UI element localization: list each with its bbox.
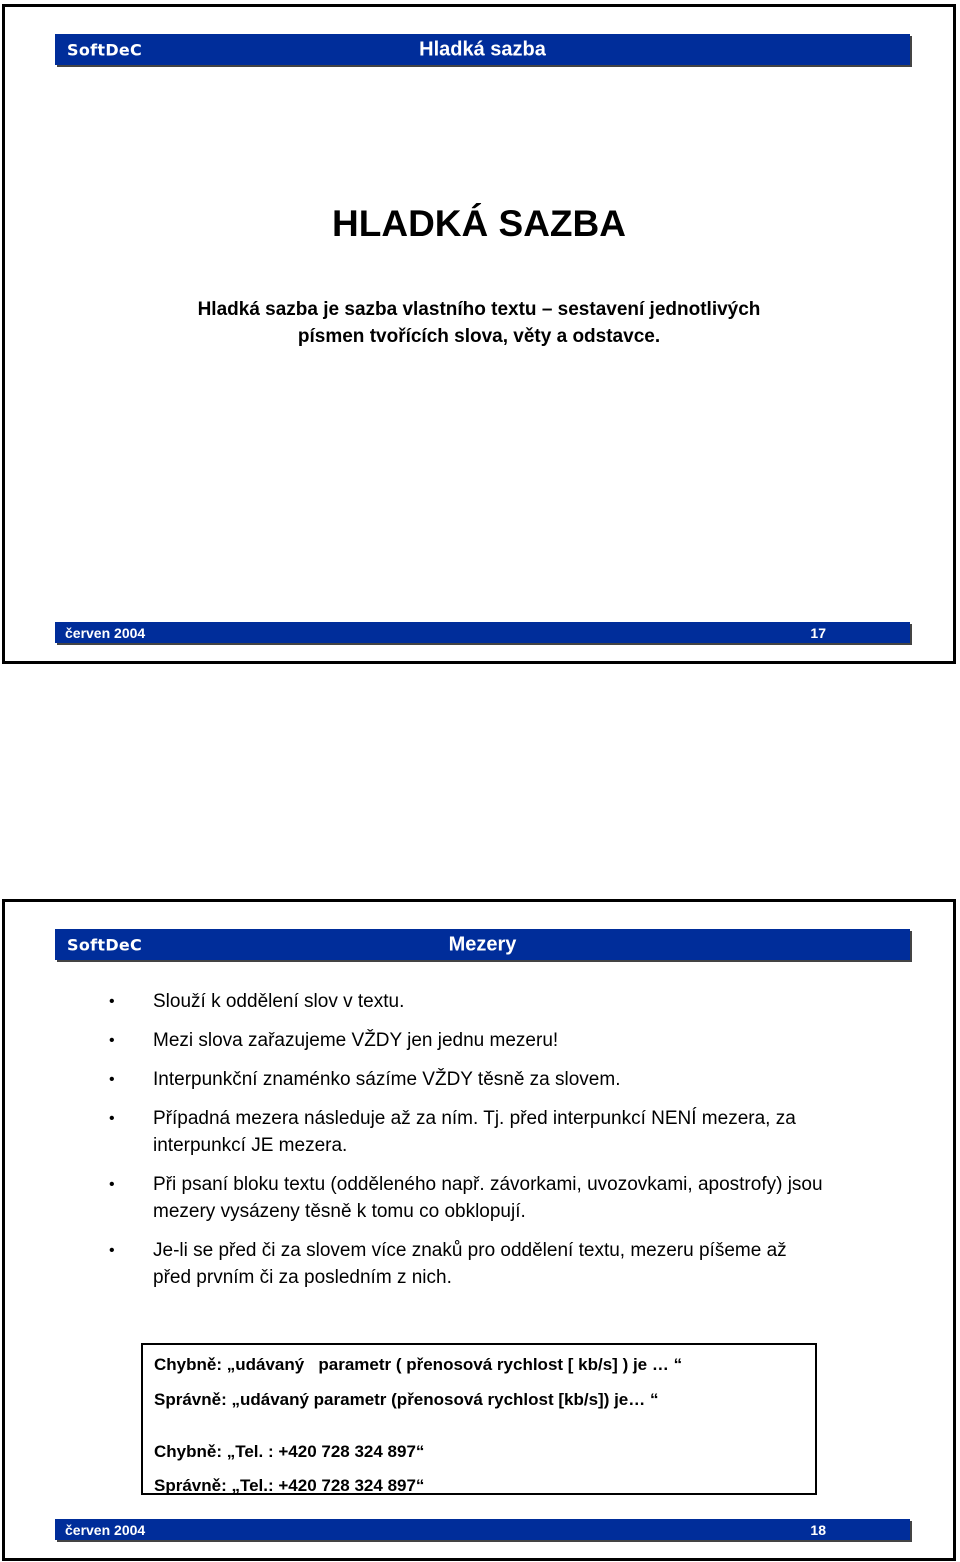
list-item: • Je-li se před či za slovem více znaků pro oddělení textu, mezeru píšeme až před prvním či za posledním z nich. (103, 1237, 823, 1291)
slide-header-title: Mezery (448, 933, 517, 955)
list-item: • Případná mezera následuje až za ním. Tj. před interpunkcí NENÍ mezera, za interpunkcí JE mezera. (103, 1105, 823, 1159)
list-item: • Při psaní bloku textu (odděleného např. závorkami, uvozovkami, apostrofy) jsou mezery vysázeny těsně k tomu co obklopují. (103, 1171, 823, 1225)
softdec-logo: SoftDeC (67, 935, 143, 954)
footer-date: červen 2004 (65, 1521, 146, 1538)
slide-18 (2, 899, 956, 1561)
slide-header-bar (55, 34, 910, 65)
slide-17 (2, 4, 956, 664)
footer-page-number: 17 (810, 624, 826, 641)
slide-title: HLADKÁ SAZBA (332, 203, 626, 244)
bullet-dot-icon: • (109, 1032, 115, 1049)
list-item: • Mezi slova zařazujeme VŽDY jen jednu mezeru! (103, 1027, 823, 1054)
slide-footer-bar (55, 622, 910, 643)
example-wrong-1: Chybně: „udávaný parametr ( přenosová rychlost [ kb/s] ) je … “ (154, 1355, 683, 1374)
examples-box (141, 1343, 817, 1495)
example-correct-2: Správně: „Tel.: +420 728 324 897“ (154, 1476, 425, 1495)
intro-line-1: Hladká sazba je sazba vlastního textu – sestavení jednotlivých (197, 299, 761, 320)
slide-footer-bar (55, 1519, 910, 1540)
example-correct-1: Správně: „udávaný parametr (přenosová rychlost [kb/s]) je… “ (154, 1390, 659, 1409)
intro-text (5, 296, 953, 350)
list-item: • Slouží k oddělení slov v textu. (103, 988, 823, 1015)
footer-date: červen 2004 (65, 624, 146, 641)
list-item: • Interpunkční znaménko sázíme VŽDY těsně za slovem. (103, 1066, 823, 1093)
bullet-dot-icon: • (109, 1176, 115, 1193)
bullet-dot-icon: • (109, 1110, 115, 1127)
slide-header-bar (55, 929, 910, 960)
slide-header-title: Hladká sazba (419, 38, 546, 60)
intro-line-2: písmen tvořících slova, věty a odstavce. (297, 326, 661, 347)
bullet-list (103, 988, 823, 1303)
softdec-logo: SoftDeC (67, 40, 143, 59)
bullet-dot-icon: • (109, 1242, 115, 1259)
footer-page-number: 18 (810, 1521, 826, 1538)
bullet-dot-icon: • (109, 993, 115, 1010)
bullet-dot-icon: • (109, 1071, 115, 1088)
example-wrong-2: Chybně: „Tel. : +420 728 324 897“ (154, 1442, 425, 1461)
